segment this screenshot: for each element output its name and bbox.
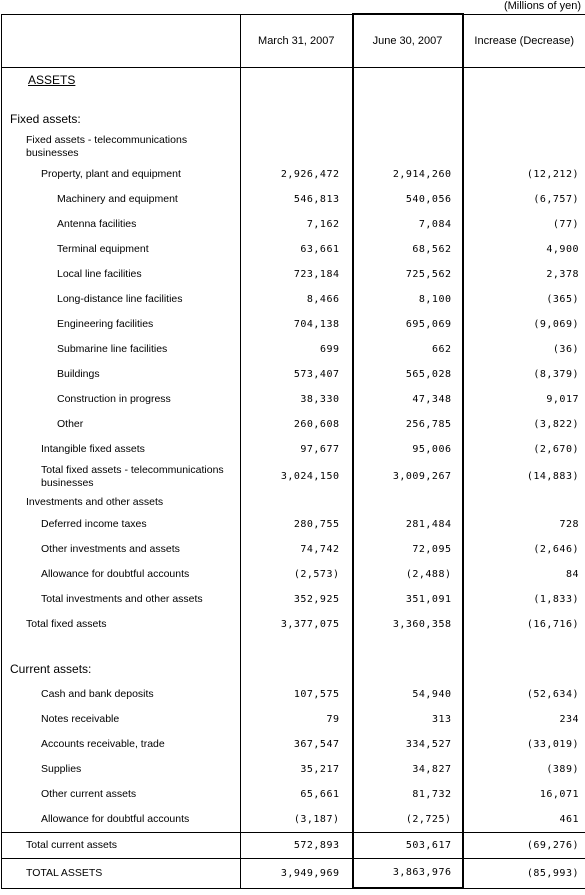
june-value: 81,732 (353, 782, 463, 807)
table-row (2, 187, 585, 212)
change-value: (2,670) (463, 437, 585, 462)
row-label: Supplies (2, 757, 241, 782)
row-label: Property, plant and equipment (2, 162, 241, 187)
investments-heading-row (2, 492, 585, 512)
change-value: (69,276) (463, 832, 585, 858)
header-march: March 31, 2007 (241, 14, 353, 67)
june-value: 3,009,267 (353, 462, 463, 492)
june-value: 2,914,260 (353, 162, 463, 187)
balance-sheet-table (1, 13, 585, 889)
row-label: Submarine line facilities (2, 337, 241, 362)
row-label: Total current assets (2, 832, 241, 858)
row-label: Terminal equipment (2, 237, 241, 262)
march-value: 572,893 (241, 832, 353, 858)
row-label: Engineering facilities (2, 312, 241, 337)
june-value: 95,006 (353, 437, 463, 462)
row-label: Allowance for doubtful accounts (2, 807, 241, 833)
header-blank (2, 14, 241, 67)
table-row (2, 757, 585, 782)
change-value: (6,757) (463, 187, 585, 212)
change-value: 234 (463, 707, 585, 732)
change-value: (16,716) (463, 612, 585, 637)
row-label: Other investments and assets (2, 537, 241, 562)
march-value: 723,184 (241, 262, 353, 287)
row-label: Total fixed assets - telecommunications businesses (2, 462, 241, 492)
march-value: 35,217 (241, 757, 353, 782)
march-value: 63,661 (241, 237, 353, 262)
march-value: 699 (241, 337, 353, 362)
march-value: 260,608 (241, 412, 353, 437)
current-assets-heading: Current assets: (2, 657, 241, 682)
june-value: 662 (353, 337, 463, 362)
march-value: 573,407 (241, 362, 353, 387)
june-value: 54,940 (353, 682, 463, 707)
march-value: 352,925 (241, 587, 353, 612)
row-label: Local line facilities (2, 262, 241, 287)
change-value: (389) (463, 757, 585, 782)
header-june: June 30, 2007 (353, 14, 463, 67)
table-row (2, 387, 585, 412)
change-value: (77) (463, 212, 585, 237)
row-label: Deferred income taxes (2, 512, 241, 537)
change-value: (12,212) (463, 162, 585, 187)
row-label: Antenna facilities (2, 212, 241, 237)
march-value: 7,162 (241, 212, 353, 237)
row-label: Allowance for doubtful accounts (2, 562, 241, 587)
june-value: 3,360,358 (353, 612, 463, 637)
change-value: 84 (463, 562, 585, 587)
investments-heading: Investments and other assets (2, 492, 241, 512)
change-value: 4,900 (463, 237, 585, 262)
march-value: 280,755 (241, 512, 353, 537)
table-row (2, 707, 585, 732)
change-value: (36) (463, 337, 585, 362)
row-label: Total fixed assets (2, 612, 241, 637)
unit-label: (Millions of yen) (503, 0, 581, 12)
march-value: 3,024,150 (241, 462, 353, 492)
june-value: 695,069 (353, 312, 463, 337)
change-value: (9,069) (463, 312, 585, 337)
march-value: 38,330 (241, 387, 353, 412)
row-label: Notes receivable (2, 707, 241, 732)
june-value: 72,095 (353, 537, 463, 562)
june-value: 47,348 (353, 387, 463, 412)
table-row (2, 807, 585, 833)
table-row (2, 512, 585, 537)
header-change: Increase (Decrease) (463, 14, 585, 67)
change-value: (52,634) (463, 682, 585, 707)
table-row (2, 312, 585, 337)
change-value: 16,071 (463, 782, 585, 807)
march-value: 74,742 (241, 537, 353, 562)
march-value: 546,813 (241, 187, 353, 212)
row-label: Intangible fixed assets (2, 437, 241, 462)
table-row (2, 412, 585, 437)
table-row (2, 237, 585, 262)
change-value: (365) (463, 287, 585, 312)
june-value: 8,100 (353, 287, 463, 312)
table-row (2, 612, 585, 637)
table-row (2, 337, 585, 362)
change-value: 2,378 (463, 262, 585, 287)
fixed-assets-heading-row (2, 107, 585, 132)
header-row (2, 14, 585, 67)
table-row (2, 732, 585, 757)
june-value: (2,725) (353, 807, 463, 833)
fixed-assets-heading: Fixed assets: (2, 107, 241, 132)
table-row (2, 537, 585, 562)
table-row (2, 782, 585, 807)
fixed-telecom-heading: Fixed assets - telecommunications businesses (2, 132, 241, 162)
june-value: 565,028 (353, 362, 463, 387)
march-value: 107,575 (241, 682, 353, 707)
assets-heading: ASSETS (2, 67, 241, 93)
table-row (2, 287, 585, 312)
row-label: Cash and bank deposits (2, 682, 241, 707)
total-assets-row (2, 858, 585, 888)
table-row (2, 262, 585, 287)
table-row (2, 437, 585, 462)
june-value: 7,084 (353, 212, 463, 237)
march-value: 97,677 (241, 437, 353, 462)
march-value: 3,377,075 (241, 612, 353, 637)
june-value: 3,863,976 (353, 858, 463, 888)
june-value: 503,617 (353, 832, 463, 858)
row-label: Other current assets (2, 782, 241, 807)
table-row (2, 462, 585, 492)
change-value: (14,883) (463, 462, 585, 492)
june-value: 334,527 (353, 732, 463, 757)
current-assets-heading-row (2, 657, 585, 682)
table-row (2, 562, 585, 587)
change-value: (2,646) (463, 537, 585, 562)
row-label: Total investments and other assets (2, 587, 241, 612)
total-current-row (2, 832, 585, 858)
change-value: 9,017 (463, 387, 585, 412)
change-value: (85,993) (463, 858, 585, 888)
june-value: 34,827 (353, 757, 463, 782)
march-value: (3,187) (241, 807, 353, 833)
june-value: 256,785 (353, 412, 463, 437)
june-value: 281,484 (353, 512, 463, 537)
change-value: (3,822) (463, 412, 585, 437)
march-value: 2,926,472 (241, 162, 353, 187)
change-value: (33,019) (463, 732, 585, 757)
table-row (2, 162, 585, 187)
row-label: Construction in progress (2, 387, 241, 412)
march-value: 79 (241, 707, 353, 732)
june-value: 313 (353, 707, 463, 732)
row-label: TOTAL ASSETS (2, 858, 241, 888)
june-value: (2,488) (353, 562, 463, 587)
row-label: Other (2, 412, 241, 437)
change-value: (1,833) (463, 587, 585, 612)
march-value: 367,547 (241, 732, 353, 757)
change-value: (8,379) (463, 362, 585, 387)
table-row (2, 587, 585, 612)
march-value: 704,138 (241, 312, 353, 337)
june-value: 725,562 (353, 262, 463, 287)
march-value: 8,466 (241, 287, 353, 312)
table-row (2, 212, 585, 237)
march-value: 3,949,969 (241, 858, 353, 888)
change-value: 461 (463, 807, 585, 833)
june-value: 540,056 (353, 187, 463, 212)
fixed-telecom-heading-row (2, 132, 585, 162)
table-row (2, 682, 585, 707)
row-label: Buildings (2, 362, 241, 387)
assets-heading-row (2, 67, 585, 93)
march-value: (2,573) (241, 562, 353, 587)
june-value: 351,091 (353, 587, 463, 612)
june-value: 68,562 (353, 237, 463, 262)
row-label: Long-distance line facilities (2, 287, 241, 312)
march-value: 65,661 (241, 782, 353, 807)
table-row (2, 362, 585, 387)
change-value: 728 (463, 512, 585, 537)
row-label: Accounts receivable, trade (2, 732, 241, 757)
row-label: Machinery and equipment (2, 187, 241, 212)
